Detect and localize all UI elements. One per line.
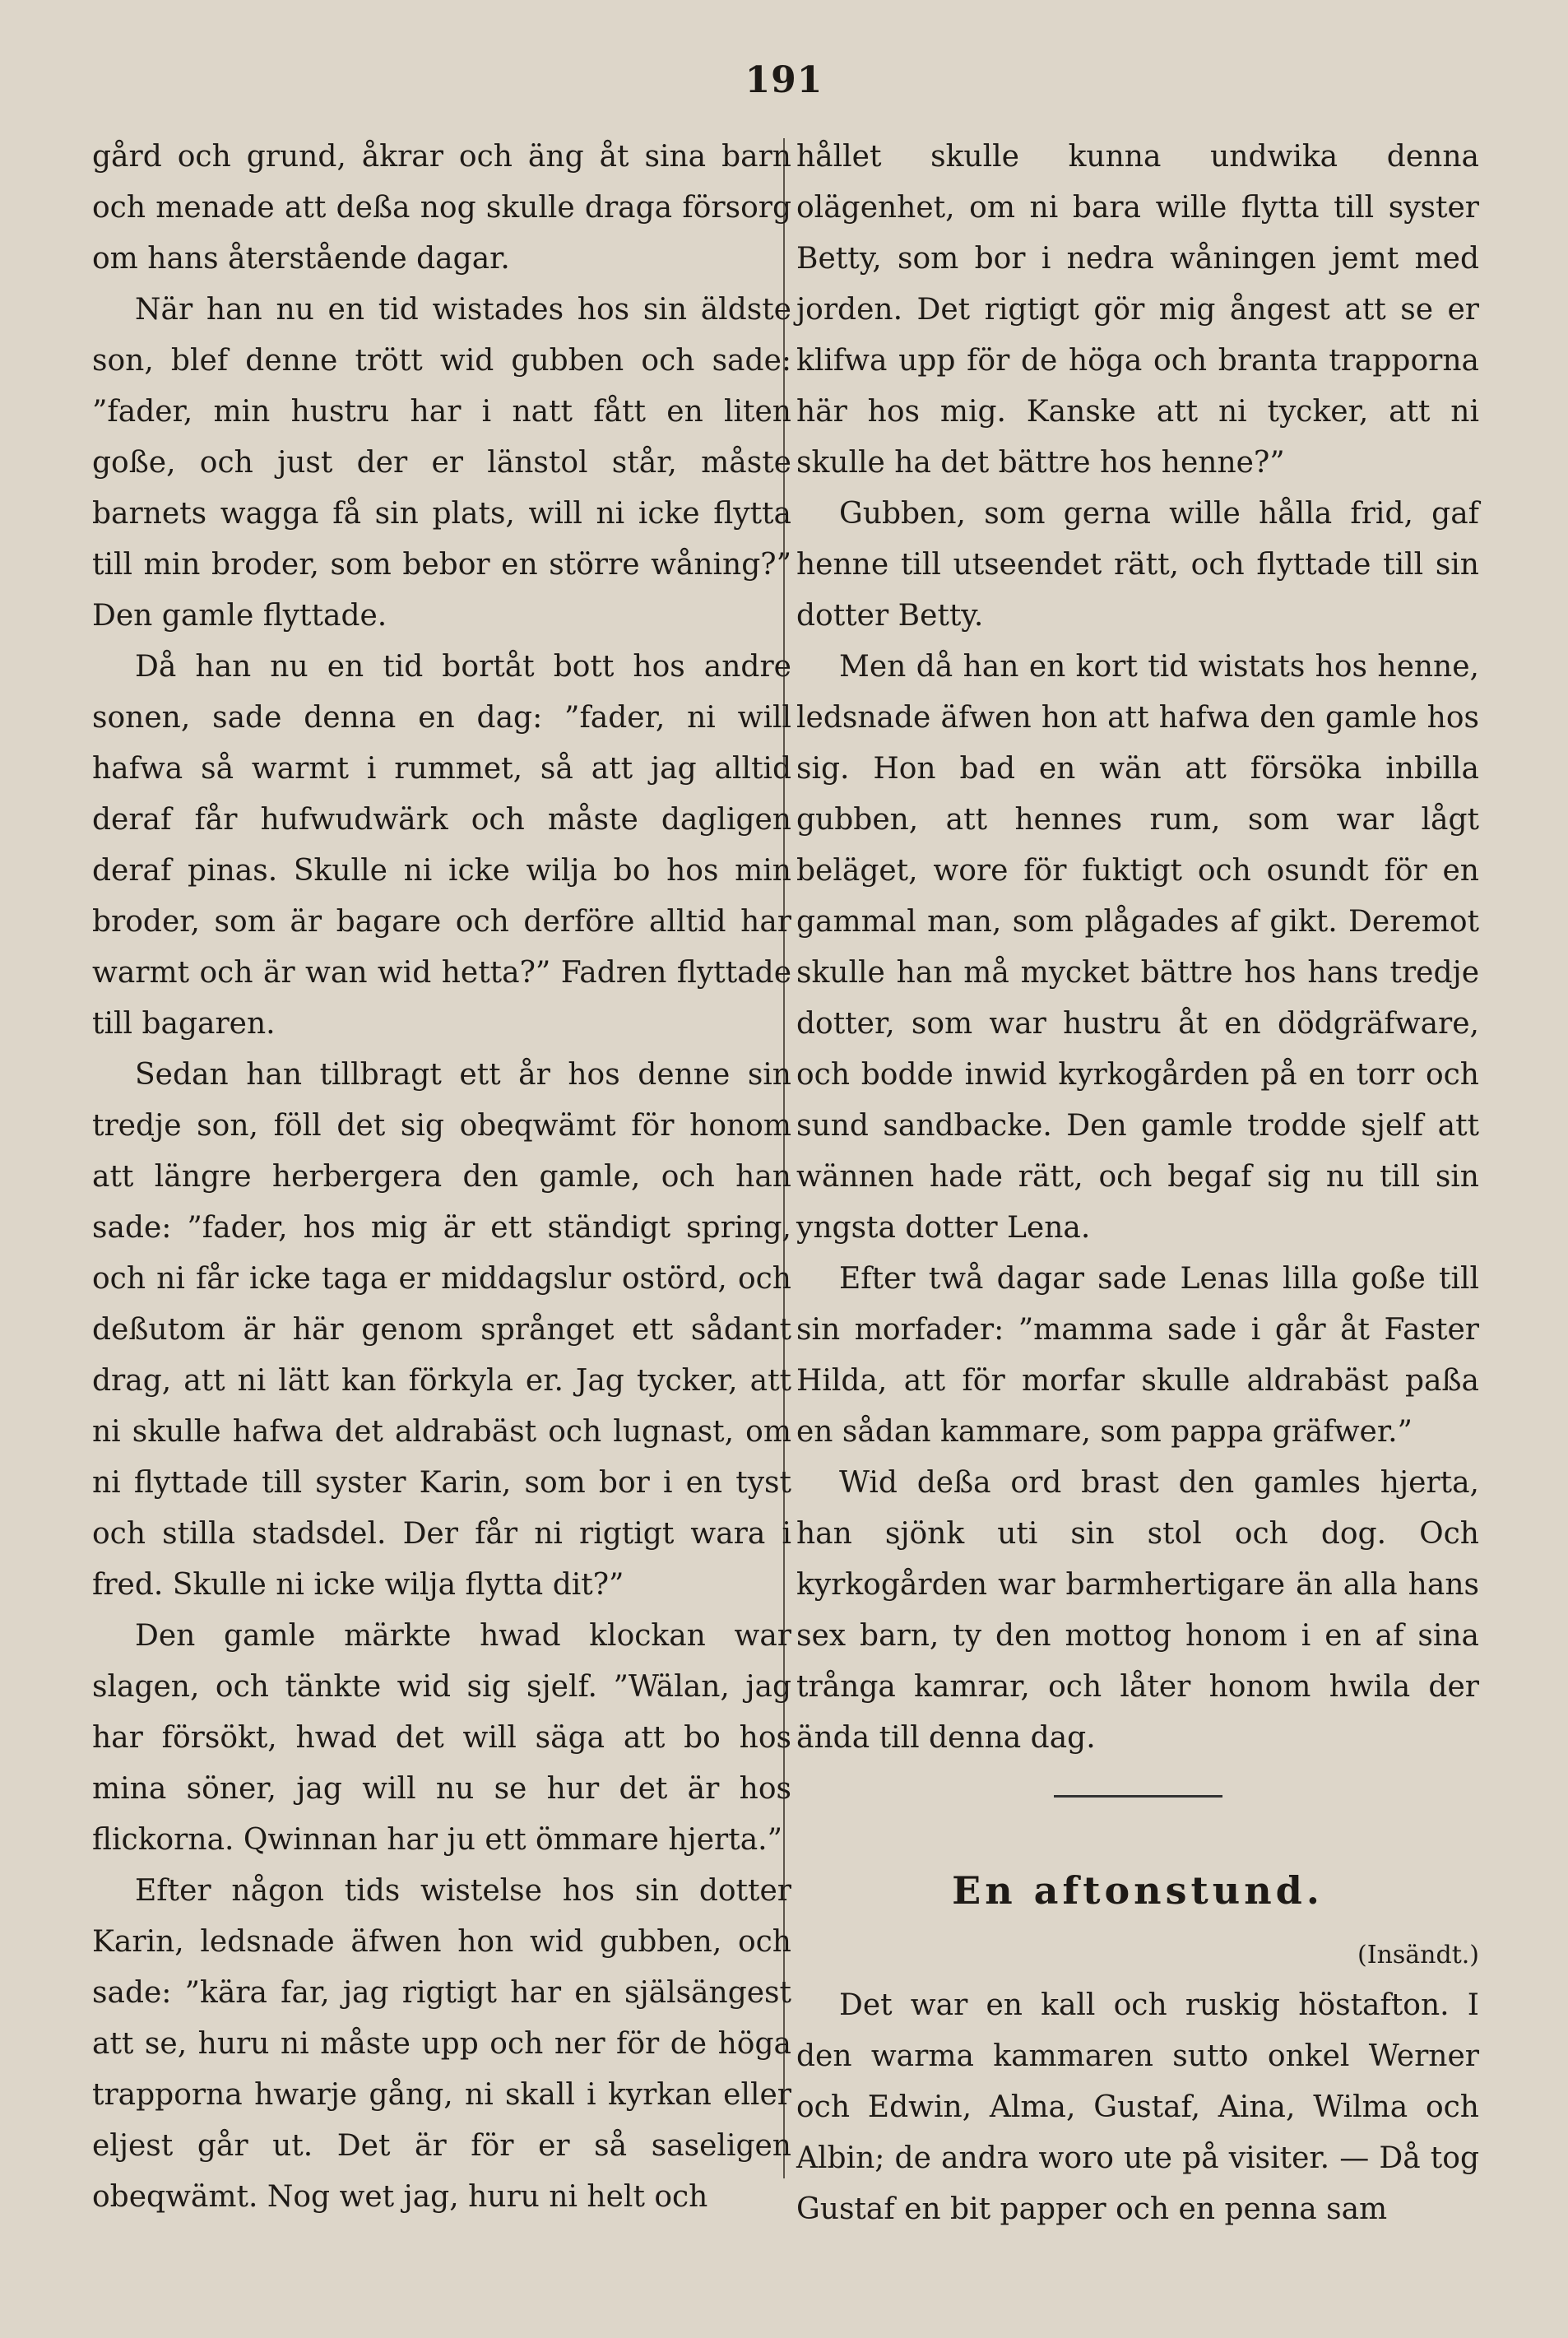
section-byline: (Insändt.): [1357, 1941, 1479, 1969]
paragraph: Den gamle märkte hwad klockan war slagen, och tänkte wid sig sjelf. ”Wälan, jag har försökt, hwad det will säga att bo hos mina söner, jag will nu se hur det är hos flickorna. Qwinnan har ju ett ömmare hjerta.”: [92, 1619, 791, 1857]
paragraph: Efter twå dagar sade Lenas lilla goße till sin morfader: ”mamma sade i går åt Faster Hilda, att för morfar skulle aldrabäst paßa en sådan kammare, som pappa gräfwer.”: [796, 1262, 1479, 1449]
paragraph: Sedan han tillbragt ett år hos denne sin tredje son, föll det sig obeqwämt för honom att längre herbergera den gamle, och han sade: ”fader, hos mig är ett ständigt spring, och ni får icke taga er middagslur ostörd, och deßutom är här genom språnget ett sådant drag, att ni lätt kan förkyla er. Jag tycker, att ni skulle hafwa det aldrabäst och lugnast, om ni flyttade till syster Karin, som bor i en tyst och stilla stadsdel. Der får ni rigtigt wara i fred. Skulle ni icke wilja flytta dit?”: [92, 1058, 791, 1602]
section-rule: [1054, 1795, 1222, 1798]
paragraph: När han nu en tid wistades hos sin äldste son, blef denne trött wid gubben och sade: ”fader, min hustru har i natt fått en liten goße, och just der er länstol står, måste barnets wagga få sin plats, will ni icke flytta till min broder, som bebor en större wåning?” Den gamle flyttade.: [92, 293, 791, 633]
paragraph: Gubben, som gerna wille hålla frid, gaf henne till utseendet rätt, och flyttade till sin dotter Betty.: [796, 497, 1479, 633]
section-title: En aftonstund.: [952, 1868, 1324, 1913]
paragraph: Då han nu en tid bortåt bott hos andre sonen, sade denna en dag: ”fader, ni will hafwa så warmt i rummet, så att jag alltid deraf får hufwudwärk och måste dagligen deraf pinas. Skulle ni icke wilja bo hos min broder, som är bagare och derföre alltid har warmt och är wan wid hetta?” Fadren flyttade till bagaren.: [92, 650, 791, 1041]
paragraph: Det war en kall och ruskig höstafton. I den warma kammaren sutto onkel Werner och Edwin, Alma, Gustaf, Aina, Wilma och Albin; de andra woro ute på visiter. — Då tog Gustaf en bit papper och en penna sam: [796, 1988, 1479, 2226]
paragraph: Efter någon tids wistelse hos sin dotter Karin, ledsnade äfwen hon wid gubben, och sade: ”kära far, jag rigtigt har en själsängest att se, huru ni måste upp och ner för de höga trapporna hwarje gång, ni skall i kyrkan eller eljest går ut. Det är för er så saseligen obeqwämt. Nog wet jag, huru ni helt och: [92, 1874, 791, 2214]
paragraph: hållet skulle kunna undwika denna olägenhet, om ni bara wille flytta till syster Betty, som bor i nedra wåningen jemt med jorden. Det rigtigt gör mig ångest att se er klifwa upp för de höga och branta trapporna här hos mig. Kanske att ni tycker, att ni skulle ha det bättre hos henne?”: [796, 140, 1479, 480]
paragraph: gård och grund, åkrar och äng åt sina barn och menade att deßa nog skulle draga försorg om hans återstående dagar.: [92, 140, 791, 276]
right-column: [796, 132, 1479, 2235]
paragraph: Wid deßa ord brast den gamles hjerta, han sjönk uti sin stol och dog. Och kyrkogården war barmhertigare än alla hans sex barn, ty den mottog honom i en af sina trånga kamrar, och låter honom hwila der ända till denna dag.: [796, 1466, 1479, 1755]
left-column: [92, 132, 791, 2223]
page-number: 191: [745, 59, 823, 101]
paragraph: Men då han en kort tid wistats hos henne, ledsnade äfwen hon att hafwa den gamle hos sig. Hon bad en wän att försöka inbilla gubben, att hennes rum, som war lågt beläget, wore för fuktigt och osundt för en gammal man, som plågades af gikt. Deremot skulle han må mycket bättre hos hans tredje dotter, som war hustru åt en dödgräfware, och bodde inwid kyrkogården på en torr och sund sandbacke. Den gamle trodde sjelf att wännen hade rätt, och begaf sig nu till sin yngsta dotter Lena.: [796, 650, 1479, 1245]
